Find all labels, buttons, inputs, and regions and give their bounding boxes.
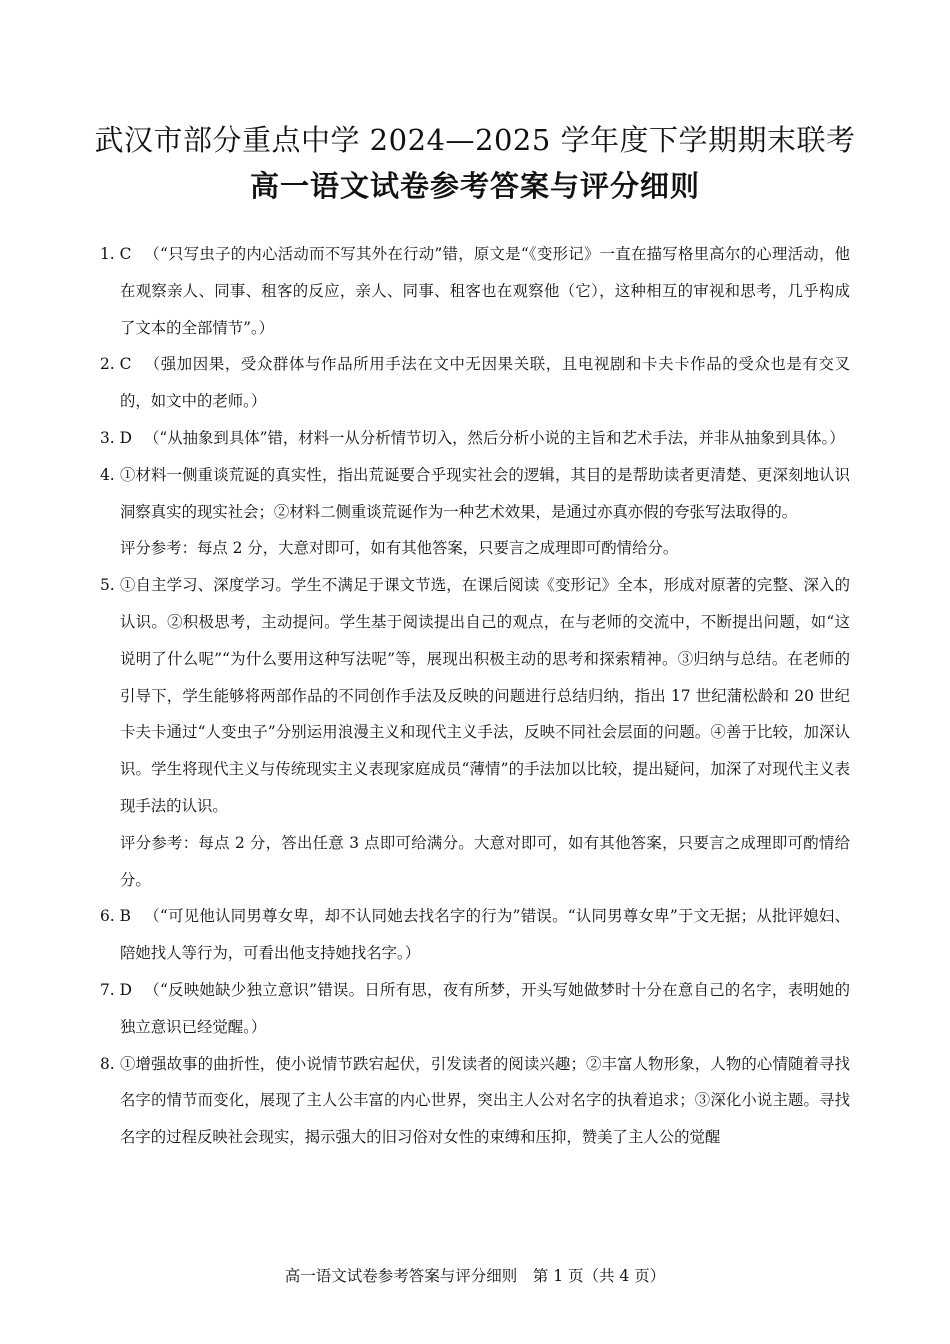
answer-item-2 — [100, 346, 850, 420]
answer-list — [100, 236, 850, 1156]
answer-item-5 — [100, 567, 850, 825]
answer-text: ①增强故事的曲折性，使小说情节跌宕起伏，引发读者的阅读兴趣；②丰富人物形象，人物的心情随着寻找名字的情节而变化，展现了主人公丰富的内心世界，突出主人公对名字的执着追求；③深化小说主题。寻找名字的过程反映社会现实，揭示强大的旧习俗对女性的束缚和压抑，赞美了主人公的觉醒 — [120, 1054, 850, 1147]
answer-number: 1. C — [100, 245, 132, 263]
scoring-note-5: 评分参考：每点 2 分，答出任意 3 点即可给满分。大意对即可，如有其他答案，只要言之成理即可酌情给分。 — [120, 833, 850, 889]
page-footer: 高一语文试卷参考答案与评分细则 第 1 页（共 4 页） — [284, 1267, 666, 1285]
answer-number: 8. — [100, 1054, 115, 1073]
answer-text: （“反映她缺少独立意识”错误。日所有思，夜有所梦，开头写她做梦时十分在意自己的名字，表明她的独立意识已经觉醒。） — [120, 980, 850, 1036]
answer-text: （强加因果，受众群体与作品所用手法在文中无因果关联，且电视剧和卡夫卡作品的受众也是有交叉的，如文中的老师。） — [120, 355, 850, 411]
answer-item-1 — [100, 236, 850, 346]
answer-item-6 — [100, 898, 850, 972]
answer-text: （“可见他认同男尊女卑，却不认同她去找名字的行为”错误。“认同男尊女卑”于文无据；从批评媳妇、陪她找人等行为，可看出他支持她找名字。） — [120, 907, 850, 963]
document-subtitle: 高一语文试卷参考答案与评分细则 — [249, 169, 700, 203]
answer-text: ①材料一侧重谈荒诞的真实性，指出荒诞要合乎现实社会的逻辑，其目的是帮助读者更清楚、更深刻地认识洞察真实的现实社会；②材料二侧重谈荒诞作为一种艺术效果，是通过亦真亦假的夸张写法取得的。 — [120, 465, 850, 521]
answer-item-3 — [100, 420, 850, 457]
answer-item-8 — [100, 1046, 850, 1156]
answer-number: 4. — [100, 465, 115, 484]
answer-number: 6. B — [100, 907, 131, 926]
scoring-note-4: 评分参考：每点 2 分，大意对即可，如有其他答案，只要言之成理即可酌情给分。 — [120, 539, 679, 558]
answer-number: 3. D — [100, 428, 132, 447]
answer-text: （“从抽象到具体”错，材料一从分析情节切入，然后分析小说的主旨和艺术手法，并非从抽象到具体。） — [144, 428, 845, 447]
answer-number: 2. C — [100, 355, 132, 374]
answer-number: 5. — [100, 576, 115, 595]
answer-item-4 — [100, 457, 850, 531]
exam-title: 武汉市部分重点中学 2024—2025 学年度下学期期末联考 — [94, 123, 856, 157]
answer-item-7 — [100, 972, 850, 1046]
answer-number: 7. D — [100, 980, 132, 999]
answer-text: （“只写虫子的内心活动而不写其外在行动”错，原文是“《变形记》一直在描写格里高尔的心理活动，他在观察亲人、同事、租客的反应，亲人、同事、租客也在观察他（它），这种相互的审视和思考，几乎构成了文本的全部情节”。） — [120, 245, 850, 337]
answer-text: ①自主学习、深度学习。学生不满足于课文节选，在课后阅读《变形记》全本，形成对原著的完整、深入的认识。②积极思考，主动提问。学生基于阅读提出自己的观点，在与老师的交流中，不断提出问题，如“这说明了什么呢”“为什么要用这种写法呢”等，展现出积极主动的思考和探索精神。③归纳与总结。在老师的引导下，学生能够将两部作品的不同创作手法及反映的问题进行总结归纳，指出 17 世纪蒲松龄和 20 世纪卡夫卡通过“人变虫子”分别运用浪漫主义和现代主义手法，反映不同社会层面的问题。④善于比较，加深认识。学生将现代主义与传统现实主义表现家庭成员“薄情”的手法加以比较，提出疑问，加深了对现代主义表现手法的认识。 — [120, 576, 850, 815]
